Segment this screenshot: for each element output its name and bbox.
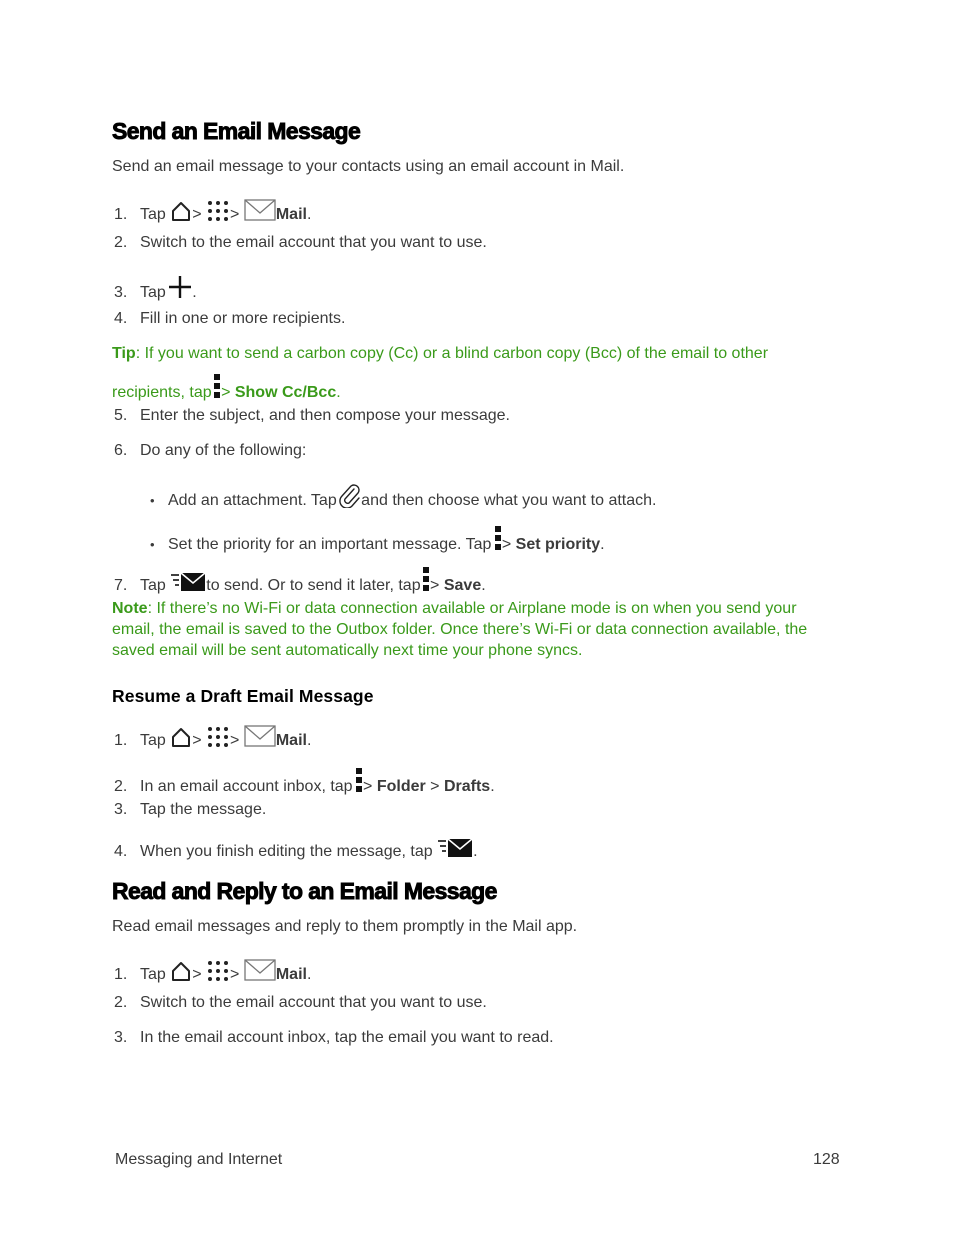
heading-send-email: Send an Email Message bbox=[112, 118, 361, 144]
note-label: Note bbox=[112, 600, 148, 617]
heading-resume-draft: Resume a Draft Email Message bbox=[112, 686, 374, 706]
send-step-2: 2. Switch to the email account that you want to use. bbox=[114, 234, 487, 251]
step-number: 1. bbox=[114, 206, 128, 223]
more-options-icon bbox=[355, 767, 363, 793]
send-step-3: 3. Tap . bbox=[114, 275, 197, 302]
heading-read-reply: Read and Reply to an Email Message bbox=[112, 878, 497, 904]
tip-label: Tip bbox=[112, 345, 136, 362]
more-options-icon bbox=[494, 525, 502, 551]
read-step-1: 1. Tap > > Mail. bbox=[114, 959, 311, 984]
note-line-2: email, the email is saved to the Outbox folder. Once there’s Wi-Fi or data connection available, the bbox=[112, 621, 808, 638]
home-icon bbox=[170, 960, 192, 982]
step-text: Tap bbox=[140, 206, 166, 223]
plus-icon bbox=[168, 275, 192, 299]
note-line-3: saved email will be sent automatically next time your phone syncs. bbox=[112, 642, 583, 659]
more-options-icon bbox=[213, 373, 221, 399]
resume-step-1: 1. Tap > > Mail. bbox=[114, 725, 311, 750]
intro-send-email: Send an email message to your contacts using an email account in Mail. bbox=[112, 158, 625, 175]
footer-page-number: 128 bbox=[813, 1151, 840, 1168]
home-icon bbox=[170, 726, 192, 748]
mail-icon bbox=[244, 725, 276, 747]
read-step-2: 2. Switch to the email account that you want to use. bbox=[114, 994, 487, 1011]
apps-grid-icon bbox=[206, 960, 230, 982]
send-mail-icon bbox=[170, 572, 206, 592]
apps-grid-icon bbox=[206, 200, 230, 222]
resume-step-2: 2. In an email account inbox, tap > Folder > Drafts. bbox=[114, 767, 495, 796]
bullet-attachment: • Add an attachment. Tap and then choose what you want to attach. bbox=[150, 484, 656, 510]
send-step-7: 7. Tap to send. Or to send it later, tap > Save. bbox=[114, 566, 486, 595]
intro-read-reply: Read email messages and reply to them promptly in the Mail app. bbox=[112, 918, 578, 935]
resume-step-4: 4. When you finish editing the message, tap . bbox=[114, 838, 478, 861]
paperclip-icon bbox=[339, 484, 361, 508]
send-mail-icon bbox=[437, 838, 473, 858]
tip-line-1: Tip: If you want to send a carbon copy (Cc) or a blind carbon copy (Bcc) of the email to other bbox=[112, 345, 769, 362]
mail-icon bbox=[244, 199, 276, 221]
tip-line-2: recipients, tap > Show Cc/Bcc. bbox=[112, 373, 341, 402]
apps-grid-icon bbox=[206, 726, 230, 748]
mail-icon bbox=[244, 959, 276, 981]
send-step-6: 6. Do any of the following: bbox=[114, 442, 307, 459]
note-line-1: Note: If there’s no Wi-Fi or data connection available or Airplane mode is on when you send your bbox=[112, 600, 797, 617]
send-step-1: 1. Tap > > Mail. bbox=[114, 199, 311, 224]
read-step-3: 3. In the email account inbox, tap the email you want to read. bbox=[114, 1029, 554, 1046]
resume-step-3: 3. Tap the message. bbox=[114, 801, 267, 818]
send-step-5: 5. Enter the subject, and then compose your message. bbox=[114, 407, 510, 424]
footer-section-name: Messaging and Internet bbox=[115, 1151, 283, 1168]
home-icon bbox=[170, 200, 192, 222]
more-options-icon bbox=[422, 566, 430, 592]
bullet-priority: • Set the priority for an important message. Tap > Set priority. bbox=[150, 525, 605, 554]
send-step-4: 4. Fill in one or more recipients. bbox=[114, 310, 346, 327]
